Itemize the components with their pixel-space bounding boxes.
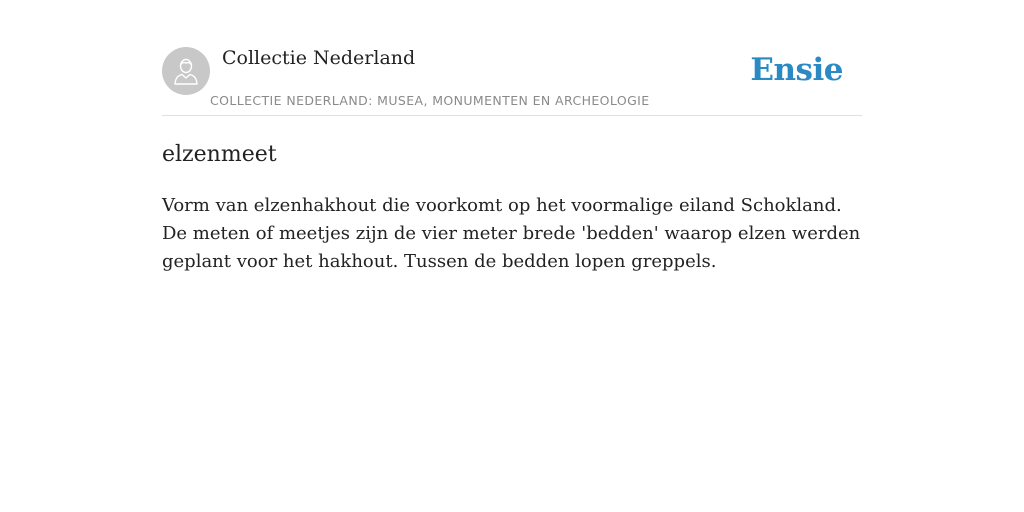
brand-logo[interactable]: Ensie — [750, 52, 843, 88]
user-silhouette-icon — [171, 56, 201, 86]
entry-definition: Vorm van elzenhakhout die voorkomt op het voormalige eiland Schokland. De meten of meetjes zijn de vier meter brede 'bedden' waarop elzen werden geplant voor het hakhout. Tussen de bedden lopen greppels. — [162, 195, 861, 272]
header-divider — [162, 115, 862, 116]
author-name[interactable]: Collectie Nederland — [222, 47, 416, 69]
entry-term: elzenmeet — [162, 142, 277, 167]
avatar[interactable] — [162, 47, 210, 95]
source-subtitle[interactable]: COLLECTIE NEDERLAND: MUSEA, MONUMENTEN EN ARCHEOLOGIE — [210, 93, 650, 108]
